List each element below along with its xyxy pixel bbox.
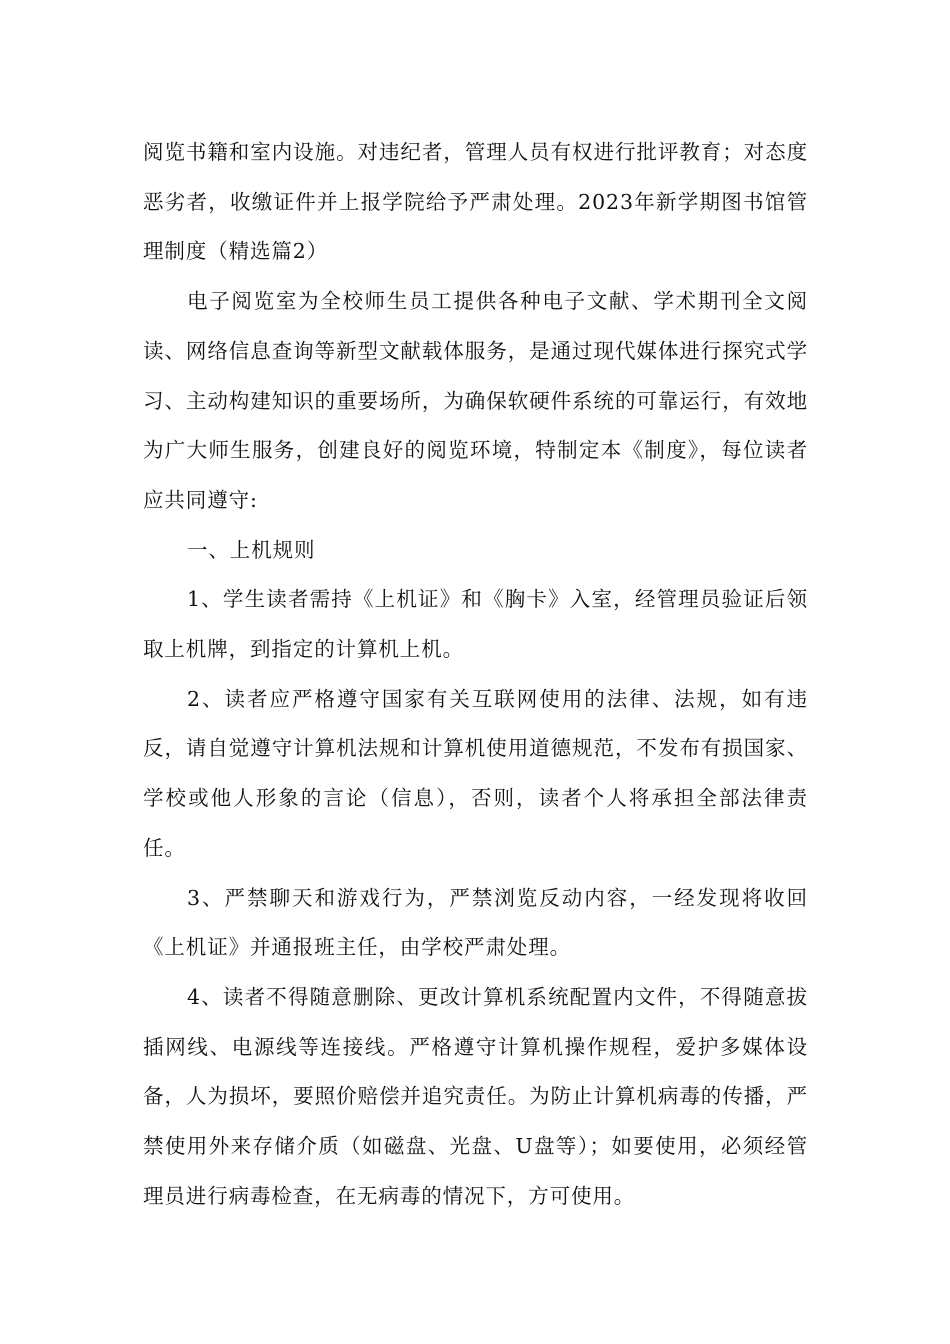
rule-item-4: 4、读者不得随意删除、更改计算机系统配置内文件，不得随意拔插网线、电源线等连接线。严格遵守计算机操作规程，爱护多媒体设备，人为损坏，要照价赔偿并追究责任。为防止计算机病毒的传播，严禁使用外来存储介质（如磁盘、光盘、U盘等）；如要使用，必须经管理员进行病毒检查，在无病毒的情况下，方可使用。 [143,984,808,1208]
section-heading-rules: 一、上机规则 [187,537,316,562]
rule-item-3: 3、严禁聊天和游戏行为，严禁浏览反动内容，一经发现将收回《上机证》并通报班主任，由学校严肃处理。 [143,885,808,960]
paragraph-intro: 电子阅览室为全校师生员工提供各种电子文献、学术期刊全文阅读、网络信息查询等新型文献载体服务，是通过现代媒体进行探究式学习、主动构建知识的重要场所，为确保软硬件系统的可靠运行，有效地为广大师生服务，创建良好的阅览环境，特制定本《制度》，每位读者应共同遵守: [143,289,808,512]
document-body [143,128,808,1221]
rule-item-2: 2、读者应严格遵守国家有关互联网使用的法律、法规，如有违反，请自觉遵守计算机法规和计算机使用道德规范，不发布有损国家、学校或他人形象的言论（信息），否则，读者个人将承担全部法律责任。 [143,686,808,860]
paragraph-continued: 阅览书籍和室内设施。对违纪者，管理人员有权进行批评教育；对态度恶劣者，收缴证件并上报学院给予严肃处理。2023年新学期图书馆管理制度（精选篇2） [143,140,808,264]
rule-item-1: 1、学生读者需持《上机证》和《胸卡》入室，经管理员验证后领取上机牌，到指定的计算机上机。 [143,587,808,662]
